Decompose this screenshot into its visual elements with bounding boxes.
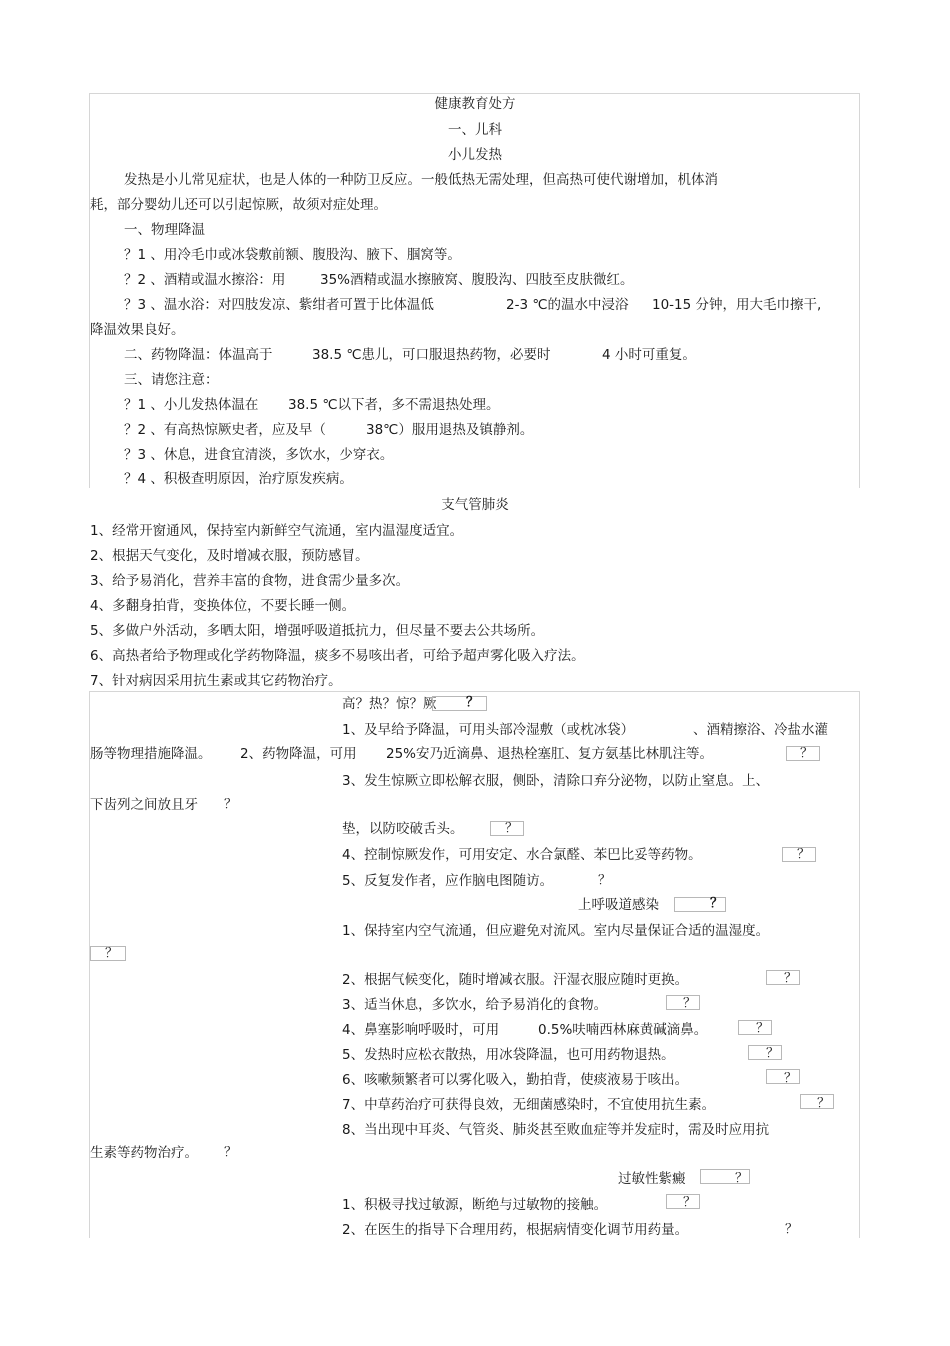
missing-glyph-mark: ？: [756, 1021, 770, 1036]
notice-item-3: ？3 、休息，进食宜清淡，多饮水，少穿衣。: [124, 447, 394, 463]
missing-glyph-mark: ？: [105, 946, 119, 961]
bronchopneumonia-item-3: 3、给予易消化，营养丰富的食物，进食需少量多次。: [90, 573, 410, 589]
bronchopneumonia-heading: 支气管肺炎: [441, 497, 509, 513]
notice-item-2b: 38℃）服用退热及镇静剂。: [366, 422, 534, 438]
notice-item-4: ？4 、积极查明原因，治疗原发疾病。: [124, 471, 353, 487]
missing-glyph-mark: ？: [800, 746, 814, 761]
missing-glyph-mark: ？: [735, 1171, 749, 1186]
uri-item-4a: 4、鼻塞影响呼吸时，可用: [342, 1022, 500, 1038]
uri-item-8b: 生素等药物治疗。: [90, 1145, 198, 1161]
purpura-heading: 过敏性紫癜: [618, 1171, 686, 1187]
purpura-item-1: 1、积极寻找过敏源，断绝与过敏物的接触。: [342, 1197, 608, 1213]
convulsion-item-1a: 1、及早给予降温，可用头部冷湿敷（或枕冰袋）: [342, 722, 635, 738]
purpura-item-2: 2、在医生的指导下合理用药，根据病情变化调节用药量。: [342, 1222, 689, 1238]
missing-glyph-mark: ？: [766, 1046, 780, 1061]
missing-glyph-mark: ？: [683, 1195, 697, 1210]
uri-item-7: 7、中草药治疗可获得良效，无细菌感染时，不宜使用抗生素。: [342, 1097, 716, 1113]
convulsion-item-2a: 肠等物理措施降温。: [90, 746, 212, 762]
bronchopneumonia-item-4: 4、多翻身拍背，变换体位，不要长睡一侧。: [90, 598, 356, 614]
physical-item-3c: 10-15 分钟，用大毛巾擦干,: [652, 297, 822, 313]
notice-heading: 三、请您注意：: [124, 372, 219, 388]
notice-item-2a: ？2 、有高热惊厥史者，应及早（: [124, 422, 326, 438]
convulsion-item-3: 3、发生惊厥立即松解衣服，侧卧，清除口弃分泌物，以防止窒息。上、: [342, 773, 770, 789]
convulsion-item-3-cont: 下齿列之间放且牙: [90, 797, 198, 813]
missing-glyph-mark: ？: [224, 1145, 238, 1160]
uri-item-1: 1、保持室内空气流通，但应避免对流风。室内尽量保证合适的温湿度。: [342, 923, 770, 939]
missing-glyph-mark: ？: [466, 695, 480, 710]
physical-cooling-heading: 一、物理降温: [124, 222, 205, 238]
physical-item-3b: 2-3 ℃的温水中浸浴: [506, 297, 629, 313]
missing-glyph-mark: ？: [784, 971, 798, 986]
bronchopneumonia-item-1: 1、经常开窗通风，保持室内新鲜空气流通，室内温湿度适宜。: [90, 523, 464, 539]
convulsion-item-3-end: 垫，以防咬破舌头。: [342, 821, 464, 837]
page-title: 健康教育处方: [434, 96, 516, 112]
missing-glyph-mark: ？: [224, 797, 238, 812]
drug-cooling-b: 38.5 ℃患儿，可口服退热药物，必要时: [312, 347, 551, 363]
missing-glyph-mark: ？: [784, 1071, 798, 1086]
missing-glyph-mark: ？: [598, 873, 612, 888]
physical-item-3a: ？3 、温水浴：对四肢发凉、紫绀者可置于比体温低: [124, 297, 434, 313]
fever-intro-line2: 耗，部分婴幼儿还可以引起惊厥，故须对症处理。: [90, 197, 387, 213]
frame2-top-rule: [89, 691, 860, 692]
frame2-right-rule: [859, 691, 860, 1238]
notice-item-1a: ？1 、小儿发热体温在: [124, 397, 259, 413]
febrile-convulsion-heading: 高？热？惊？厥: [342, 696, 437, 712]
section-heading: 一、儿科: [448, 122, 502, 138]
convulsion-item-1b: 、酒精擦浴、冷盐水灌: [693, 722, 828, 738]
missing-glyph-mark: ？: [683, 996, 697, 1011]
missing-glyph-mark: ？: [785, 1222, 799, 1237]
notice-item-1b: 38.5 ℃以下者，多不需退热处理。: [288, 397, 500, 413]
uri-item-2: 2、根据气候变化，随时增减衣服。汗湿衣服应随时更换。: [342, 972, 689, 988]
bronchopneumonia-item-7: 7、针对病因采用抗生素或其它药物治疗。: [90, 673, 342, 689]
bronchopneumonia-item-6: 6、高热者给予物理或化学药物降温，痰多不易咳出者，可给予超声雾化吸入疗法。: [90, 648, 585, 664]
bronchopneumonia-item-5: 5、多做户外活动，多晒太阳，增强呼吸道抵抗力，但尽量不要去公共场所。: [90, 623, 545, 639]
missing-glyph-mark: ？: [710, 896, 724, 911]
uri-item-8a: 8、当出现中耳炎、气管炎、肺炎甚至败血症等并发症时，需及时应用抗: [342, 1122, 770, 1138]
drug-cooling-a: 二、药物降温：体温高于: [124, 347, 273, 363]
missing-glyph-mark: ？: [797, 847, 811, 862]
fever-intro-line1: 发热是小儿常见症状，也是人体的一种防卫反应。一般低热无需处理，但高热可使代谢增加，机体消: [124, 172, 718, 188]
uri-item-6: 6、咳嗽频繁者可以雾化吸入，勤拍背，使痰液易于咳出。: [342, 1072, 689, 1088]
convulsion-item-5: 5、反复发作者，应作脑电图随访。: [342, 873, 554, 889]
physical-item-3d: 降温效果良好。: [90, 322, 185, 338]
convulsion-item-2b: 2、药物降温，可用: [240, 746, 357, 762]
uri-item-5: 5、发热时应松衣散热，用冰袋降温，也可用药物退热。: [342, 1047, 675, 1063]
uri-heading: 上呼吸道感染: [578, 897, 659, 913]
frame-top-rule: [89, 93, 860, 94]
fever-heading: 小儿发热: [448, 147, 502, 163]
uri-item-3: 3、适当休息，多饮水，给予易消化的食物。: [342, 997, 608, 1013]
physical-item-2b: 35%酒精或温水擦腋窝、腹股沟、四肢至皮肤微红。: [320, 272, 634, 288]
bronchopneumonia-item-2: 2、根据天气变化，及时增减衣服，预防感冒。: [90, 548, 369, 564]
uri-item-4b: 0.5%呋喃西林麻黄碱滴鼻。: [538, 1022, 708, 1038]
convulsion-item-4: 4、控制惊厥发作，可用安定、水合氯醛、苯巴比妥等药物。: [342, 847, 702, 863]
convulsion-item-2c: 25%安乃近滴鼻、退热栓塞肛、复方氨基比林肌注等。: [386, 746, 714, 762]
physical-item-1: ？1 、用冷毛巾或冰袋敷前额、腹股沟、腋下、腘窝等。: [124, 247, 461, 263]
drug-cooling-c: 4 小时可重复。: [602, 347, 696, 363]
missing-glyph-mark: ？: [505, 821, 519, 836]
missing-glyph-mark: ？: [817, 1096, 831, 1111]
physical-item-2a: ？2 、酒精或温水擦浴：用: [124, 272, 286, 288]
